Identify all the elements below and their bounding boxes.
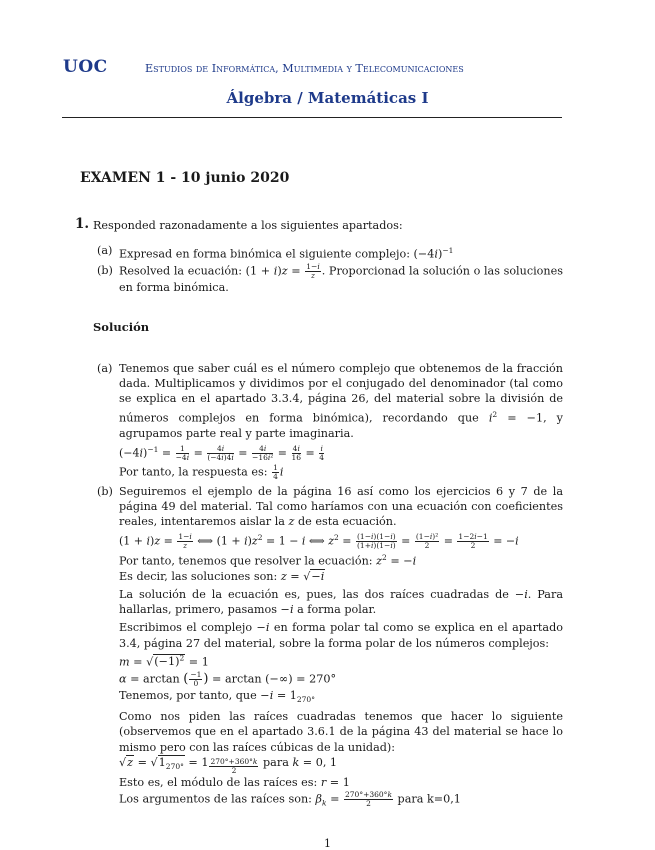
solution-b-intro: Seguiremos el ejemplo de la página 16 así como los ejercicios 6 y 7 de la página 49 del material. Tal como haríamos con una ecuación con coeficientes reales, intentaremos aislar la z de esta ecuación. — [119, 485, 563, 529]
solution-a-label: (a) — [97, 362, 113, 375]
solution-b-argument: α = arctan ( $\frac{-1}{0}$ ) = arctan (−∞) = 270° — [119, 669, 337, 688]
question-a: Expresad en forma binómica el siguiente complejo: $(-4i)^{-1}$ — [119, 246, 454, 261]
solution-title: Solución — [93, 320, 150, 334]
page-number: 1 — [324, 837, 331, 850]
solution-a-formula: $(-4i)^{-1}$ = $\frac{1}{-4i}$ = $\frac{4i}{(-4i)4i}$ = $\frac{4i}{\text{−16i²}}$ = $\frac{4i}{16}$ = $\frac{i}{4}$ — [119, 443, 325, 462]
solution-b-formula-1: (1 + i)z = $\frac{1-i}{z}$ ⟺ $(1 + i)z^2 = 1 - i$ ⟺ $z^2$ = $\frac{(1-i)(1-i)}{(1+i)(1-i)}$ = $\frac{\text{(1−i)²}}{2}$ = $\frac{1-2i-1}{2}$ = −i — [119, 531, 519, 550]
solution-b-label: (b) — [97, 485, 113, 498]
uoc-logo: UOC — [63, 57, 108, 77]
solution-b-polar-result: Tenemos, por tanto, que $-i = 1_{270^\circ}$ — [119, 688, 315, 704]
exam-title: EXAMEN 1 - 10 junio 2020 — [80, 170, 290, 186]
solution-b-root-modulus: Esto es, el módulo de las raíces es: r = 1 — [119, 776, 350, 790]
solution-a-paragraph: Tenemos que saber cuál es el número complejo que obtenemos de la fracción dada. Multiplicamos y dividimos por el conjugado del denominador (tal como se explica en el apartado 3.3.4, página 26, del material sobre la división de números complejos en forma binómica), recordando que $i^2 = -1$, y agrupamos parte real y parte imaginaria. — [119, 362, 563, 440]
studies-title: Estudios de Informática, Multimedia y Telecomunicaciones — [145, 62, 464, 75]
solution-b-roots: La solución de la ecuación es, pues, las dos raíces cuadradas de −i. Para hallarlas, primero, pasamos −i a forma polar. — [119, 587, 563, 617]
question-a-label: (a) — [97, 244, 113, 257]
solution-b-equation: Por tanto, tenemos que resolver la ecuación: $z^2 = -i$ — [119, 552, 417, 568]
question-number: 1. — [75, 216, 90, 232]
question-b: Resolved la ecuación: (1 + i)z = $\frac{1-i}{z}$ . Proporcionad la solución o las soluciones en forma binómica. — [119, 262, 563, 294]
solution-a-result: Por tanto, la respuesta es: $\frac{1}{4}$ i — [119, 462, 284, 481]
solution-b-square-roots: Como nos piden las raíces cuadradas tenemos que hacer lo siguiente (observemos que en el apartado 3.6.1 de la página 43 del material se hace lo mismo pero con las raíces cúbicas de la unidad): — [119, 710, 563, 754]
question-intro: Responded razonadamente a los siguientes apartados: — [93, 219, 403, 232]
question-b-label: (b) — [97, 264, 113, 277]
solution-b-polar: Escribimos el complejo −i en forma polar tal como se explica en el apartado 3.4, página 27 del material, sobre la forma polar de los números complejos: — [119, 621, 563, 650]
solution-a — [119, 361, 563, 481]
solution-b-modulus: $m = √(-1)^2 = 1$ — [119, 653, 209, 669]
solution-b-root-arguments: Los argumentos de las raíces son: $\beta_k$ = $\frac{270^\circ+360^\circ k}{2}$ para k=0,1 — [119, 789, 461, 808]
solution-b-root-formula: $√z = √1_{270^\circ} = 1$ $_{\frac{270^\circ+360^\circ k}{2}}$ para k = 0, 1 — [119, 755, 338, 776]
course-title: Álgebra / Matemáticas I — [226, 89, 429, 107]
solution-b-solutions: Es decir, las soluciones son: z = √−i — [119, 569, 325, 583]
solution-b — [119, 484, 563, 811]
header-rule — [62, 117, 562, 118]
